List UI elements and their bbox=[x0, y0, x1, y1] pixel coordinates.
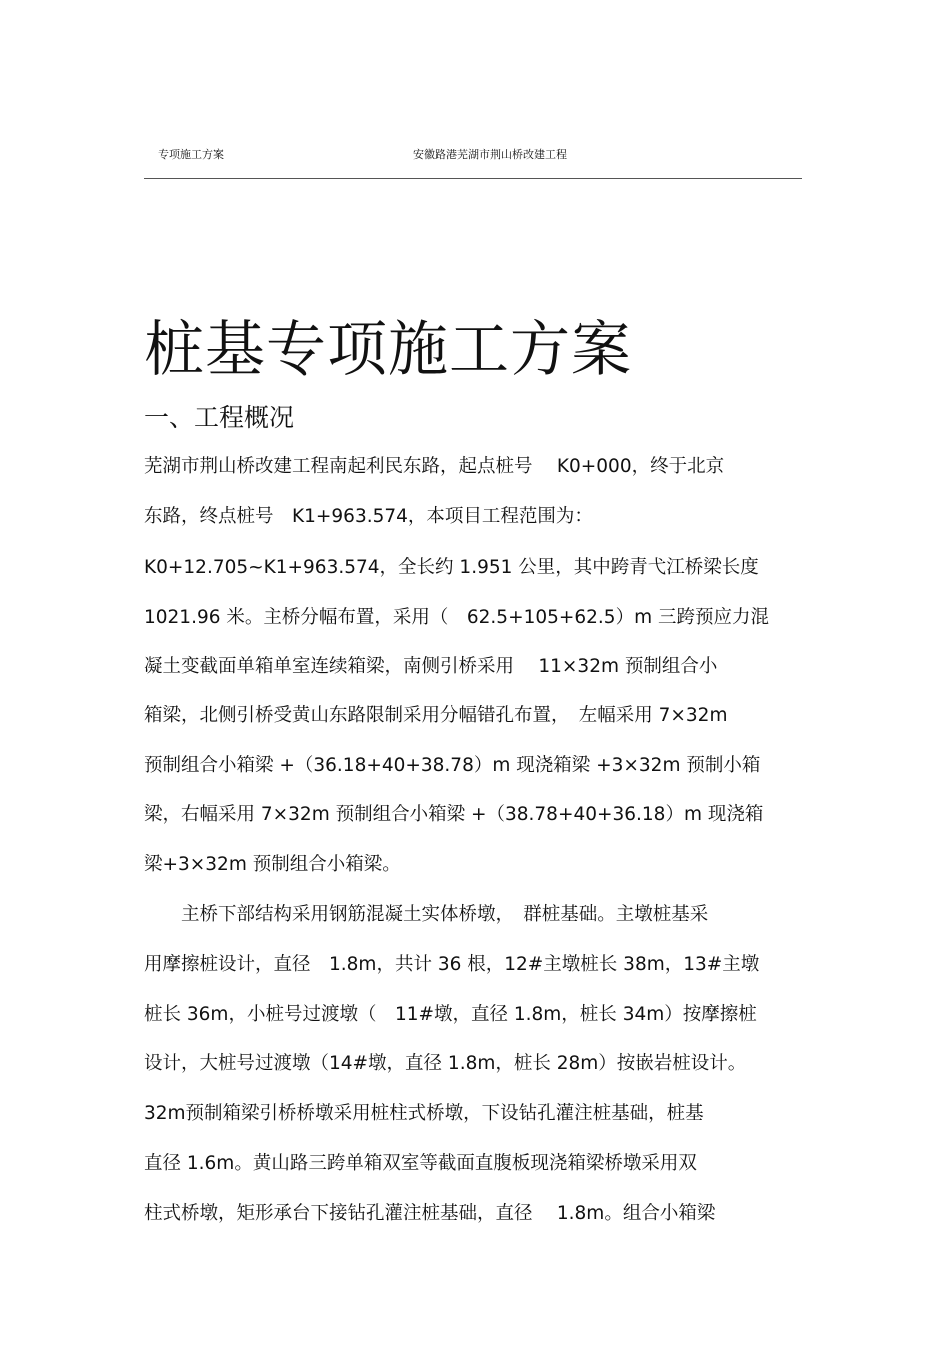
header-divider bbox=[144, 178, 802, 179]
paragraph-line: 设计，大桩号过渡墩（14#墩，直径 1.8m，桩长 28m）按嵌岩桩设计。 bbox=[144, 1053, 747, 1074]
section-heading: 一、工程概况 bbox=[144, 403, 295, 432]
paragraph-line: 桩长 36m，小桩号过渡墩（ 11#墩，直径 1.8m，桩长 34m）按摩擦桩 bbox=[144, 1004, 757, 1025]
paragraph-line: 凝土变截面单箱单室连续箱梁，南侧引桥采用 11×32m 预制组合小 bbox=[144, 656, 718, 677]
paragraph-line: 主桥下部结构采用钢筋混凝土实体桥墩， 群桩基础。主墩桩基采 bbox=[144, 904, 709, 925]
paragraph-line: 东路，终点桩号 K1+963.574，本项目工程范围为： bbox=[144, 506, 593, 527]
paragraph-line: K0+12.705~K1+963.574，全长约 1.951 公里，其中跨青弋江桥梁长度 bbox=[144, 557, 759, 578]
document-title: 桩基专项施工方案 bbox=[144, 315, 632, 385]
paragraph-line: 箱梁，北侧引桥受黄山东路限制采用分幅错孔布置， 左幅采用 7×32m bbox=[144, 705, 728, 726]
paragraph-line: 1021.96 米。主桥分幅布置，采用（ 62.5+105+62.5）m 三跨预应力混 bbox=[144, 607, 769, 628]
header-doc-type: 专项施工方案 bbox=[158, 148, 224, 161]
paragraph-line: 芜湖市荆山桥改建工程南起利民东路，起点桩号 K0+000，终于北京 bbox=[144, 456, 725, 477]
paragraph-line: 用摩擦桩设计，直径 1.8m，共计 36 根，12#主墩桩长 38m，13#主墩 bbox=[144, 954, 760, 975]
paragraph-line: 梁，右幅采用 7×32m 预制组合小箱梁 +（38.78+40+36.18）m 现浇箱 bbox=[144, 804, 764, 825]
paragraph-line: 柱式桥墩，矩形承台下接钻孔灌注桩基础，直径 1.8m。组合小箱梁 bbox=[144, 1203, 716, 1224]
paragraph-line: 直径 1.6m。黄山路三跨单箱双室等截面直腹板现浇箱梁桥墩采用双 bbox=[144, 1153, 697, 1174]
paragraph-line: 32m预制箱梁引桥桥墩采用桩柱式桥墩，下设钻孔灌注桩基础，桩基 bbox=[144, 1103, 704, 1124]
paragraph-line: 预制组合小箱梁 +（36.18+40+38.78）m 现浇箱梁 +3×32m 预制小箱 bbox=[144, 755, 761, 776]
header-project-name: 安徽路港芜湖市荆山桥改建工程 bbox=[413, 148, 567, 161]
paragraph-line: 梁+3×32m 预制组合小箱梁。 bbox=[144, 854, 401, 875]
